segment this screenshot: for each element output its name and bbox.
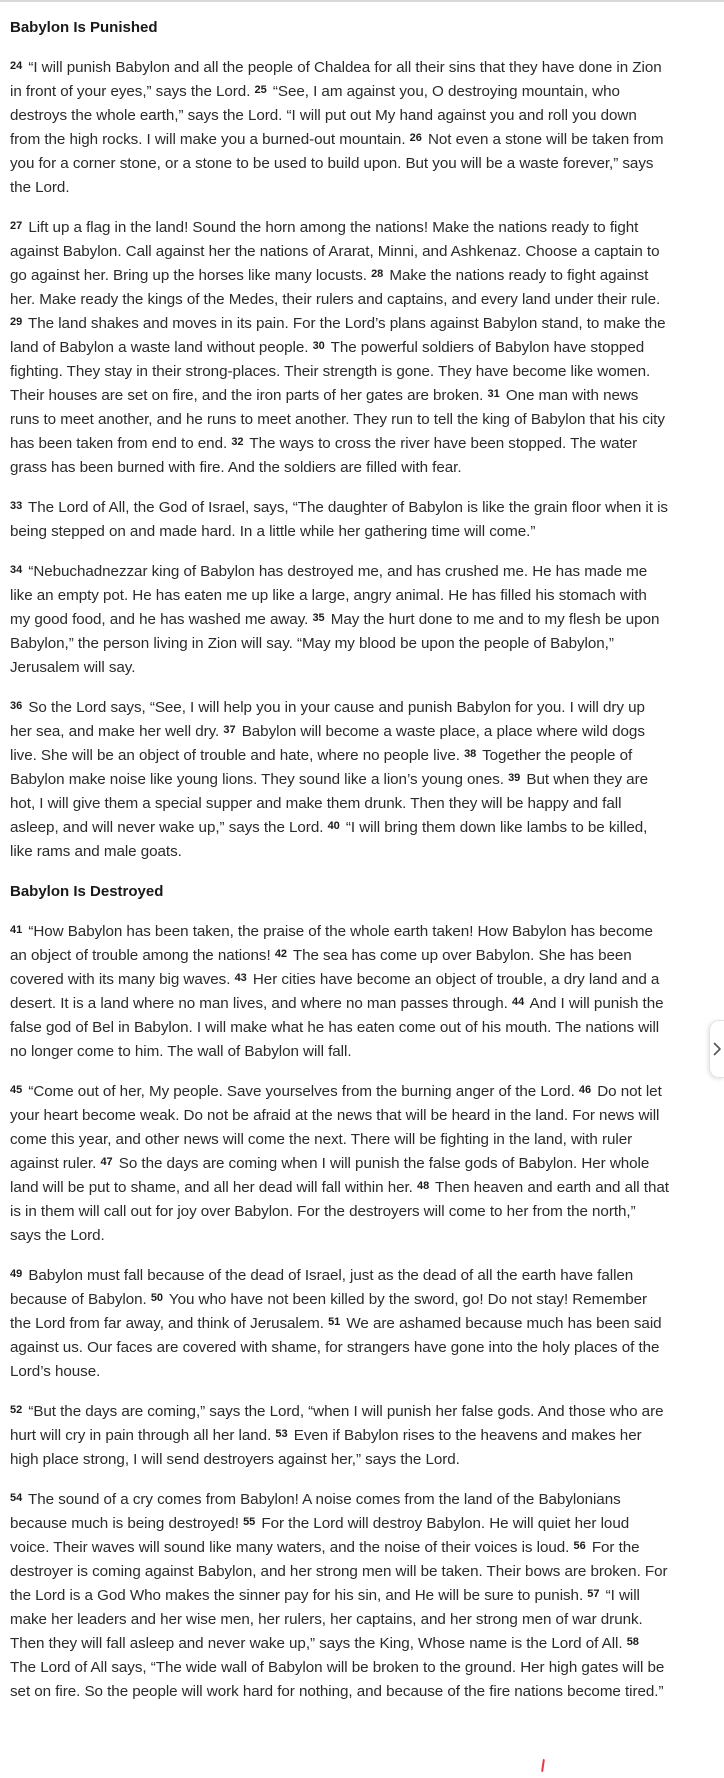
verse-text: Make the nations ready to fight against her. Make ready the kings of the Medes, their rulers and captains, and every land under their rule.	[10, 267, 661, 308]
verse-text: “See, I am against you, O destroying mountain, who destroys the whole earth,” says the Lord. “I will put out My hand against you and roll you down from the high rocks. I will make you a burned-out mountain.	[10, 83, 637, 148]
scripture-paragraph	[10, 1488, 670, 1704]
verse-text: The Lord of All says, “The wide wall of Babylon will be broken to the ground. Her high gates will be set on fire. So the people will work hard for nothing, and because of the fire nations become tired.”	[10, 1659, 665, 1700]
verse-text: One man with news runs to meet another, and he runs to meet another. They run to tell the king of Babylon that his city has been taken from end to end.	[10, 387, 665, 452]
verse-text: The sea has come up over Babylon. She has been covered with its many big waves.	[10, 947, 632, 988]
verse-number: 56	[573, 1540, 586, 1552]
verse-number: 27	[10, 220, 23, 232]
verse-number: 45	[10, 1084, 23, 1096]
verse-text: “But the days are coming,” says the Lord, “when I will punish her false gods. And those who are hurt will cry in pain through all her land.	[10, 1403, 664, 1444]
verse-number: 31	[487, 388, 500, 400]
scripture-paragraph	[10, 696, 670, 864]
verse-text: Babylon will become a waste place, a place where wild dogs live. She will be an object of trouble and hate, where no people live.	[10, 723, 645, 764]
verse-number: 42	[274, 948, 287, 960]
verse-number: 47	[100, 1156, 113, 1168]
scripture-paragraph	[10, 1400, 670, 1472]
verse-number: 49	[10, 1268, 23, 1280]
verse-text: Do not let your heart become weak. Do not be afraid at the news that will be heard in the land. For news will come this year, and other news will come the next. There will be fighting in the land, with ruler against ruler.	[10, 1083, 662, 1172]
verse-text: So the days are coming when I will punish the false gods of Babylon. Her whole land will be put to shame, and all her dead will fall within her.	[10, 1155, 650, 1196]
verse-text: May the hurt done to me and to my flesh be upon Babylon,” the person living in Zion will say. “May my blood be upon the people of Babylon,” Jerusalem will say.	[10, 611, 660, 676]
verse-number: 46	[578, 1084, 592, 1096]
verse-text: “Nebuchadnezzar king of Babylon has destroyed me, and has crushed me. He has made me like an empty pot. He has eaten me up like a large, angry animal. He has filled his stomach with my good food, and he has washed me away.	[10, 563, 648, 628]
verse-text: The powerful soldiers of Babylon have stopped fighting. They stay in their strong-places. Their strength is gone. They have become like women. Their houses are set on fire, and the iron parts of her gates are broken.	[10, 339, 651, 404]
verse-text: We are ashamed because much has been said against us. Our faces are covered with shame, for strangers have gone into the holy places of the Lord’s house.	[10, 1315, 662, 1380]
verse-number: 41	[10, 924, 23, 936]
verse-number: 55	[243, 1516, 256, 1528]
verse-text: “I will bring them down like lambs to be killed, like rams and male goats.	[10, 819, 648, 860]
verse-text: And I will punish the false god of Bel in Babylon. I will make what he has eaten come out of his mouth. The nations will no longer come to him. The wall of Babylon will fall.	[10, 995, 664, 1060]
verse-text: Together the people of Babylon make noise like young lions. They sound like a lion’s young ones.	[10, 747, 633, 788]
chevron-right-icon	[713, 1042, 722, 1056]
verse-number: 39	[508, 772, 521, 784]
verse-number: 44	[512, 996, 525, 1008]
scroll-marker	[541, 1759, 545, 1772]
verse-text: The sound of a cry comes from Babylon! A noise comes from the land of the Babylonians because much is being destroyed!	[10, 1491, 621, 1532]
verse-number: 26	[409, 132, 422, 144]
verse-text: Then heaven and earth and all that is in them will call out for joy over Babylon. For the destroyers will come to her from the north,” says the Lord.	[10, 1179, 669, 1244]
verse-text: Lift up a flag in the land! Sound the horn among the nations! Make the nations ready to fight against Babylon. Call against her the nations of Ararat, Minni, and Ashkenaz. Choose a captain to go against her. Bring up the horses like many locusts.	[10, 219, 660, 284]
verse-number: 40	[327, 820, 340, 832]
verse-text: “I will make her leaders and her wise men, her rulers, her captains, and her strong men of war drunk. Then they will fall asleep and never wake up,” says the King, Whose name is the Lord of All.	[10, 1587, 643, 1652]
verse-number: 32	[231, 436, 244, 448]
verse-text: “Come out of her, My people. Save yourselves from the burning anger of the Lord.	[28, 1083, 575, 1100]
verse-text: Not even a stone will be taken from you for a corner stone, or a stone to be used to build upon. But you will be a waste forever,” says the Lord.	[10, 131, 664, 196]
verse-number: 52	[10, 1404, 23, 1416]
verse-text: The Lord of All, the God of Israel, says, “The daughter of Babylon is like the grain floor when it is being stepped on and made hard. In a little while her gathering time will come.”	[10, 499, 668, 540]
verse-number: 36	[10, 700, 23, 712]
verse-number: 34	[10, 564, 23, 576]
verse-number: 57	[587, 1588, 600, 1600]
section-heading: Babylon Is Punished	[10, 19, 158, 36]
verse-number: 43	[234, 972, 247, 984]
scripture-paragraph	[10, 920, 670, 1064]
verse-number: 37	[223, 724, 236, 736]
scripture-paragraph	[10, 560, 670, 680]
scripture-paragraph	[10, 216, 670, 480]
verse-number: 35	[312, 612, 325, 624]
verse-number: 29	[10, 316, 23, 328]
verse-text: “How Babylon has been taken, the praise of the whole earth taken! How Babylon has become an object of trouble among the nations!	[10, 923, 653, 964]
verse-text: “I will punish Babylon and all the people of Chaldea for all their sins that they have done in Zion in front of your eyes,” says the Lord.	[10, 59, 662, 100]
verse-text: For the destroyer is coming against Babylon, and her strong men will be taken. Their bows are broken. For the Lord is a God Who makes the sinner pay for his sin, and He will be sure to punish.	[10, 1539, 668, 1604]
verse-number: 51	[328, 1316, 341, 1328]
verse-number: 25	[254, 84, 267, 96]
scripture-paragraph	[10, 1080, 670, 1248]
scripture-paragraph	[10, 56, 670, 200]
verse-text: So the Lord says, “See, I will help you in your cause and punish Babylon for you. I will dry up her sea, and make her well dry.	[10, 699, 645, 740]
verse-number: 58	[626, 1636, 639, 1648]
verse-number: 24	[10, 60, 23, 72]
chapter-content	[10, 12, 670, 1720]
verse-number: 48	[417, 1180, 430, 1192]
verse-text: For the Lord will destroy Babylon. He will quiet her loud voice. Their waves will sound like many waters, and the noise of their voices is loud.	[10, 1515, 630, 1556]
verse-number: 54	[10, 1492, 23, 1504]
verse-number: 53	[275, 1428, 288, 1440]
section-heading: Babylon Is Destroyed	[10, 883, 164, 900]
verse-text: Even if Babylon rises to the heavens and makes her high place strong, I will send destroyers against her,” says the Lord.	[10, 1427, 642, 1468]
scripture-paragraph	[10, 1264, 670, 1384]
verse-number: 38	[464, 748, 477, 760]
verse-text: But when they are hot, I will give them a special supper and make them drunk. Then they will be happy and fall asleep, and will never wake up,” says the Lord.	[10, 771, 648, 836]
verse-text: Her cities have become an object of trouble, a dry land and a desert. It is a land where no man lives, and where no man passes through.	[10, 971, 660, 1012]
verse-number: 28	[371, 268, 384, 280]
top-divider	[0, 0, 724, 2]
verse-number: 33	[10, 500, 23, 512]
verse-text: The land shakes and moves in its pain. For the Lord’s plans against Babylon stand, to make the land of Babylon a waste land without people.	[10, 315, 666, 356]
scripture-paragraph	[10, 496, 670, 544]
verse-number: 50	[150, 1292, 163, 1304]
verse-text: Babylon must fall because of the dead of Israel, just as the dead of all the earth have fallen because of Babylon.	[10, 1267, 634, 1308]
verse-text: The ways to cross the river have been stopped. The water grass has been burned with fire. And the soldiers are filled with fear.	[10, 435, 638, 476]
verse-text: You who have not been killed by the sword, go! Do not stay! Remember the Lord from far away, and think of Jerusalem.	[10, 1291, 648, 1332]
next-chapter-button[interactable]	[709, 1020, 724, 1078]
verse-number: 30	[312, 340, 325, 352]
